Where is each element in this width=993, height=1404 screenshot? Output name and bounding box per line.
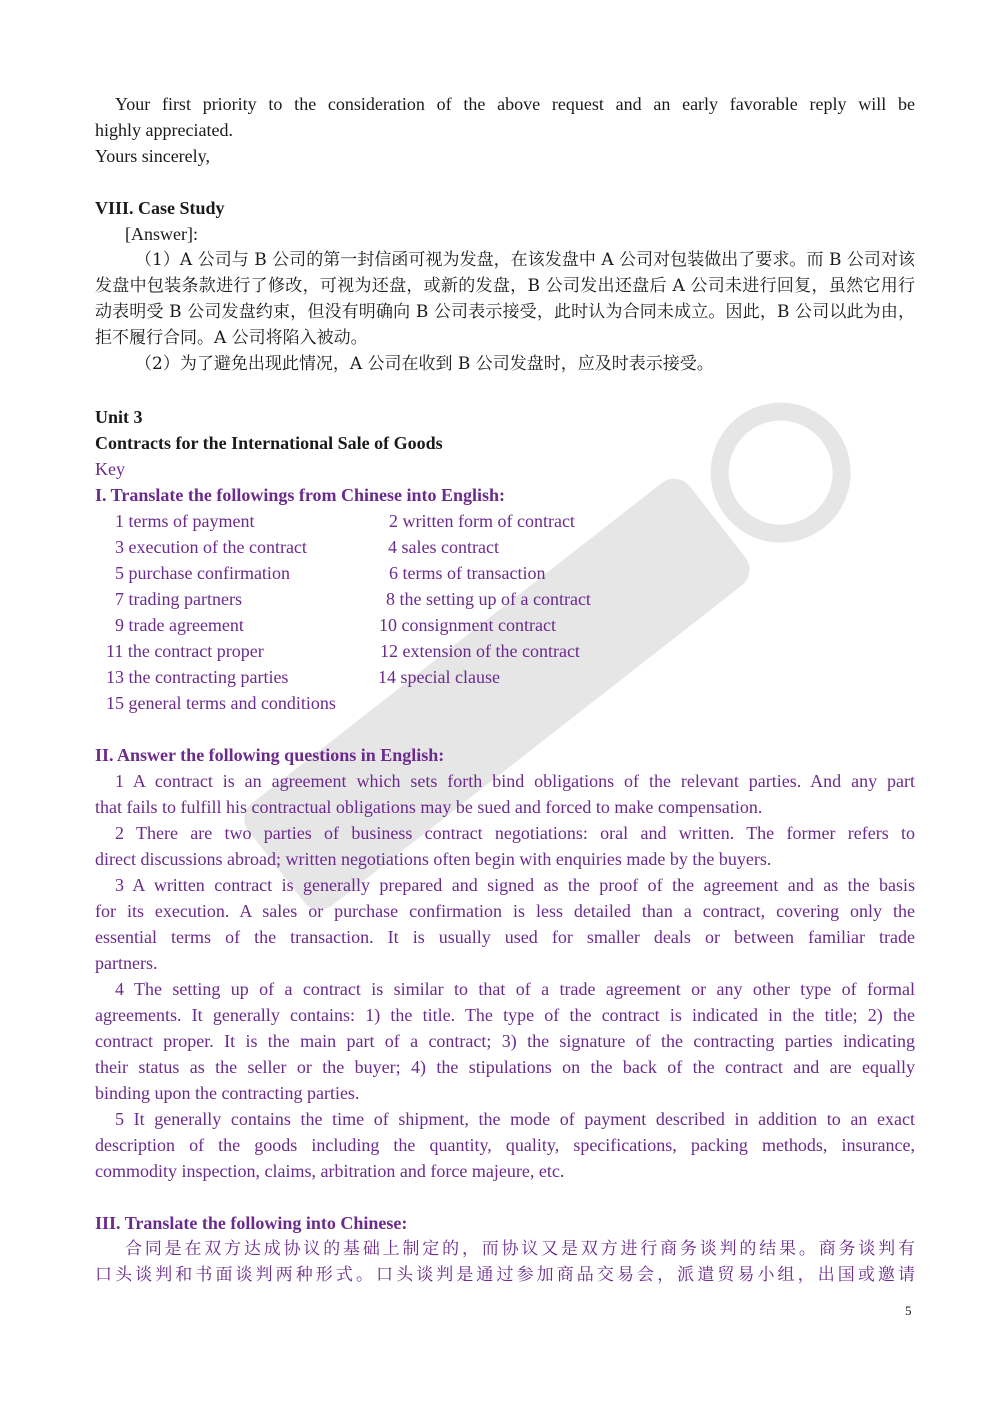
answer-line: agreements. It generally contains: 1) the title. The type of the contract is indicated in the title; 2) the <box>95 1005 915 1025</box>
answer-line: for its execution. A sales or purchase confirmation is less detailed than a contract, covering only the <box>95 901 915 921</box>
answer-line: 2 There are two parties of business contract negotiations: oral and written. The former refers to <box>115 823 915 843</box>
case-answer-line-3: 动表明受 B 公司发盘约束，但没有明确向 B 公司表示接受，此时认为合同未成立。因此，B 公司以此为由， <box>95 302 915 322</box>
translation-line-1: 合同是在双方达成协议的基础上制定的，而协议又是双方进行商务谈判的结果。商务谈判有 <box>125 1239 915 1259</box>
list-item: 3 execution of the contract <box>115 537 307 557</box>
list-item: 13 the contracting parties <box>106 667 289 687</box>
unit-subtitle: Contracts for the International Sale of Goods <box>95 433 443 453</box>
list-item: 8 the setting up of a contract <box>386 589 591 609</box>
list-item: 14 special clause <box>378 667 500 687</box>
unit-title: Unit 3 <box>95 407 143 427</box>
list-item: 6 terms of transaction <box>389 563 546 583</box>
case-answer-line-5: （2）为了避免出现此情况，A 公司在收到 B 公司发盘时，应及时表示接受。 <box>135 354 714 374</box>
section-1-heading: I. Translate the followings from Chinese into English: <box>95 485 506 505</box>
answer-line: that fails to fulfill his contractual obligations may be sued and forced to make compensation. <box>95 797 763 817</box>
answer-line: essential terms of the transaction. It is usually used for smaller deals or between familiar trade <box>95 927 915 947</box>
list-item: 7 trading partners <box>115 589 242 609</box>
list-item: 11 the contract proper <box>106 641 264 661</box>
answer-line: commodity inspection, claims, arbitration and force majeure, etc. <box>95 1161 565 1181</box>
list-item: 9 trade agreement <box>115 615 244 635</box>
answer-line: contract proper. It is the main part of a contract; 3) the signature of the contracting parties indicating <box>95 1031 915 1051</box>
answer-label: [Answer]: <box>125 224 198 244</box>
case-answer-line-1: （1）A 公司与 B 公司的第一封信函可视为发盘，在该发盘中 A 公司对包装做出了要求。而 B 公司对该 <box>135 250 915 270</box>
closing-paragraph-line-2: highly appreciated. <box>95 120 233 140</box>
list-item: 10 consignment contract <box>379 615 556 635</box>
list-item: 4 sales contract <box>388 537 499 557</box>
section-3-heading: III. Translate the following into Chinese: <box>95 1213 408 1233</box>
answer-line: 3 A written contract is generally prepared and signed as the proof of the agreement and as the basis <box>115 875 915 895</box>
answer-line: 1 A contract is an agreement which sets forth bind obligations of the relevant parties. And any part <box>115 771 915 791</box>
closing-paragraph-line-1: Your first priority to the consideration of the above request and an early favorable reply will be <box>115 94 915 114</box>
case-answer-line-2: 发盘中包装条款进行了修改，可视为还盘，或新的发盘，B 公司发出还盘后 A 公司未进行回复，虽然它用行 <box>95 276 915 296</box>
answer-line: 5 It generally contains the time of shipment, the mode of payment described in addition to an exact <box>115 1109 915 1129</box>
answer-line: 4 The setting up of a contract is similar to that of a trade agreement or any other type of formal <box>115 979 915 999</box>
list-item: 2 written form of contract <box>389 511 575 531</box>
list-item: 12 extension of the contract <box>380 641 580 661</box>
answer-line: description of the goods including the quantity, quality, specifications, packing methods, insurance, <box>95 1135 915 1155</box>
case-answer-line-4: 拒不履行合同。A 公司将陷入被动。 <box>95 328 368 348</box>
closing-salutation: Yours sincerely, <box>95 146 210 166</box>
list-item: 1 terms of payment <box>115 511 255 531</box>
list-item: 5 purchase confirmation <box>115 563 290 583</box>
answer-line: direct discussions abroad; written negotiations often begin with enquiries made by the buyers. <box>95 849 772 869</box>
answer-line: binding upon the contracting parties. <box>95 1083 360 1103</box>
case-study-heading: VIII. Case Study <box>95 198 225 218</box>
list-item: 15 general terms and conditions <box>106 693 336 713</box>
key-label: Key <box>95 459 125 479</box>
answer-line: their status as the seller or the buyer; 4) the stipulations on the back of the contract and are equally <box>95 1057 915 1077</box>
section-2-heading: II. Answer the following questions in English: <box>95 745 445 765</box>
answer-line: partners. <box>95 953 158 973</box>
translation-line-2: 口头谈判和书面谈判两种形式。口头谈判是通过参加商品交易会，派遣贸易小组，出国或邀请 <box>95 1265 915 1285</box>
page-number: 5 <box>905 1303 912 1318</box>
